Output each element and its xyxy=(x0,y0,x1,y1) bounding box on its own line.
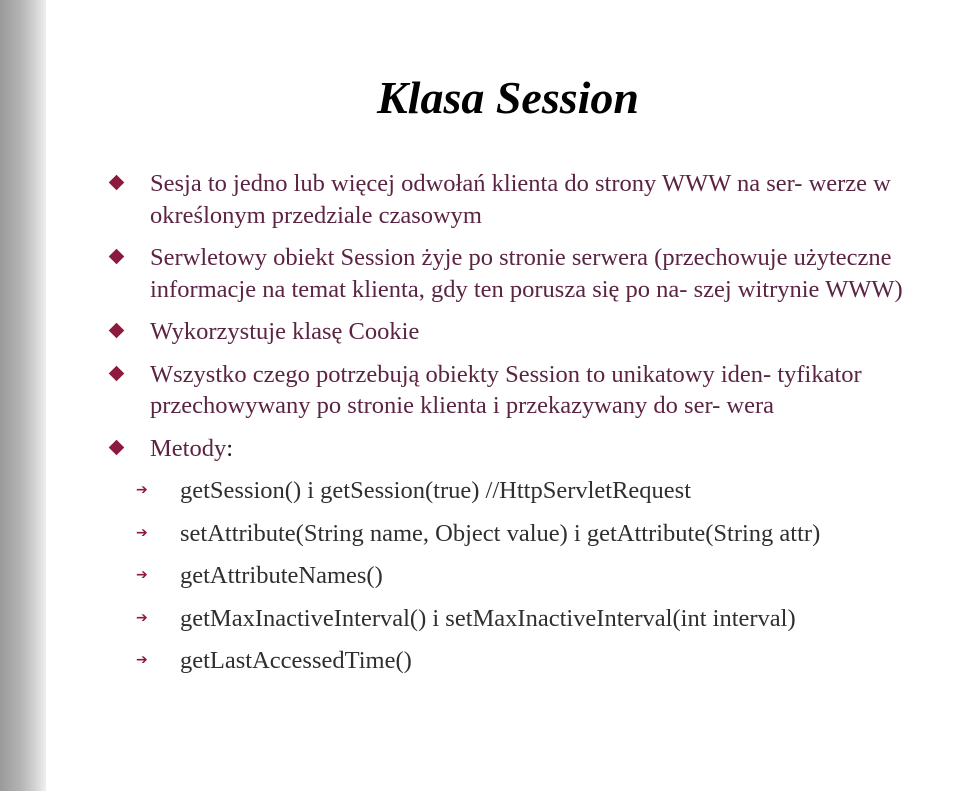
diamond-bullet-icon xyxy=(109,365,125,381)
methods-colon: : xyxy=(226,434,234,462)
diamond-bullet-icon xyxy=(109,323,125,339)
diamond-bullet-icon xyxy=(109,439,125,455)
arrow-right-icon: ➔ xyxy=(136,482,148,498)
diamond-bullet-icon xyxy=(109,175,125,191)
methods-label: Metody xyxy=(150,434,227,462)
diamond-bullet-icon xyxy=(109,249,125,265)
arrow-right-icon: ➔ xyxy=(136,652,148,668)
arrow-right-icon: ➔ xyxy=(136,567,148,583)
method-item xyxy=(108,603,948,635)
methods-list xyxy=(108,475,948,677)
method-text: getLastAccessedTime() xyxy=(180,647,412,674)
method-text: getSession() i getSession(true) //HttpServletRequest xyxy=(180,477,692,504)
arrow-right-icon: ➔ xyxy=(136,524,148,541)
method-item xyxy=(108,475,948,507)
bullet-item xyxy=(108,359,948,422)
slide-title: Klasa Session xyxy=(376,72,640,123)
arrow-right-icon: ➔ xyxy=(136,609,148,626)
method-item xyxy=(108,645,948,677)
method-text: getAttributeNames() xyxy=(180,562,383,589)
bullet-list xyxy=(108,168,948,688)
method-text: setAttribute(String name, Object value) i getAttribute(String attr) xyxy=(180,519,821,547)
bullet-item xyxy=(108,242,948,305)
method-text: getMaxInactiveInterval() i setMaxInactiveInterval(int interval) xyxy=(180,604,796,632)
side-gradient-bar xyxy=(0,0,46,791)
method-item xyxy=(108,518,948,550)
bullet-item xyxy=(108,316,948,348)
bullet-text: Serwletowy obiekt Session żyje po stronie serwera (przechowuje użyteczne informacje na temat klienta, gdy ten porusza się po na- szej witrynie WWW) xyxy=(150,244,903,303)
bullet-text: Sesja to jedno lub więcej odwołań klienta do strony WWW na ser- werze w określonym przedziale czasowym xyxy=(150,170,891,229)
bullet-item-methods xyxy=(108,433,948,465)
method-item xyxy=(108,560,948,592)
bullet-text: Wykorzystuje klasę Cookie xyxy=(150,318,420,345)
bullet-text: Wszystko czego potrzebują obiekty Session to unikatowy iden- tyfikator przechowywany po stronie klienta i przekazywany do ser- wera xyxy=(150,360,862,419)
bullet-item xyxy=(108,168,948,231)
